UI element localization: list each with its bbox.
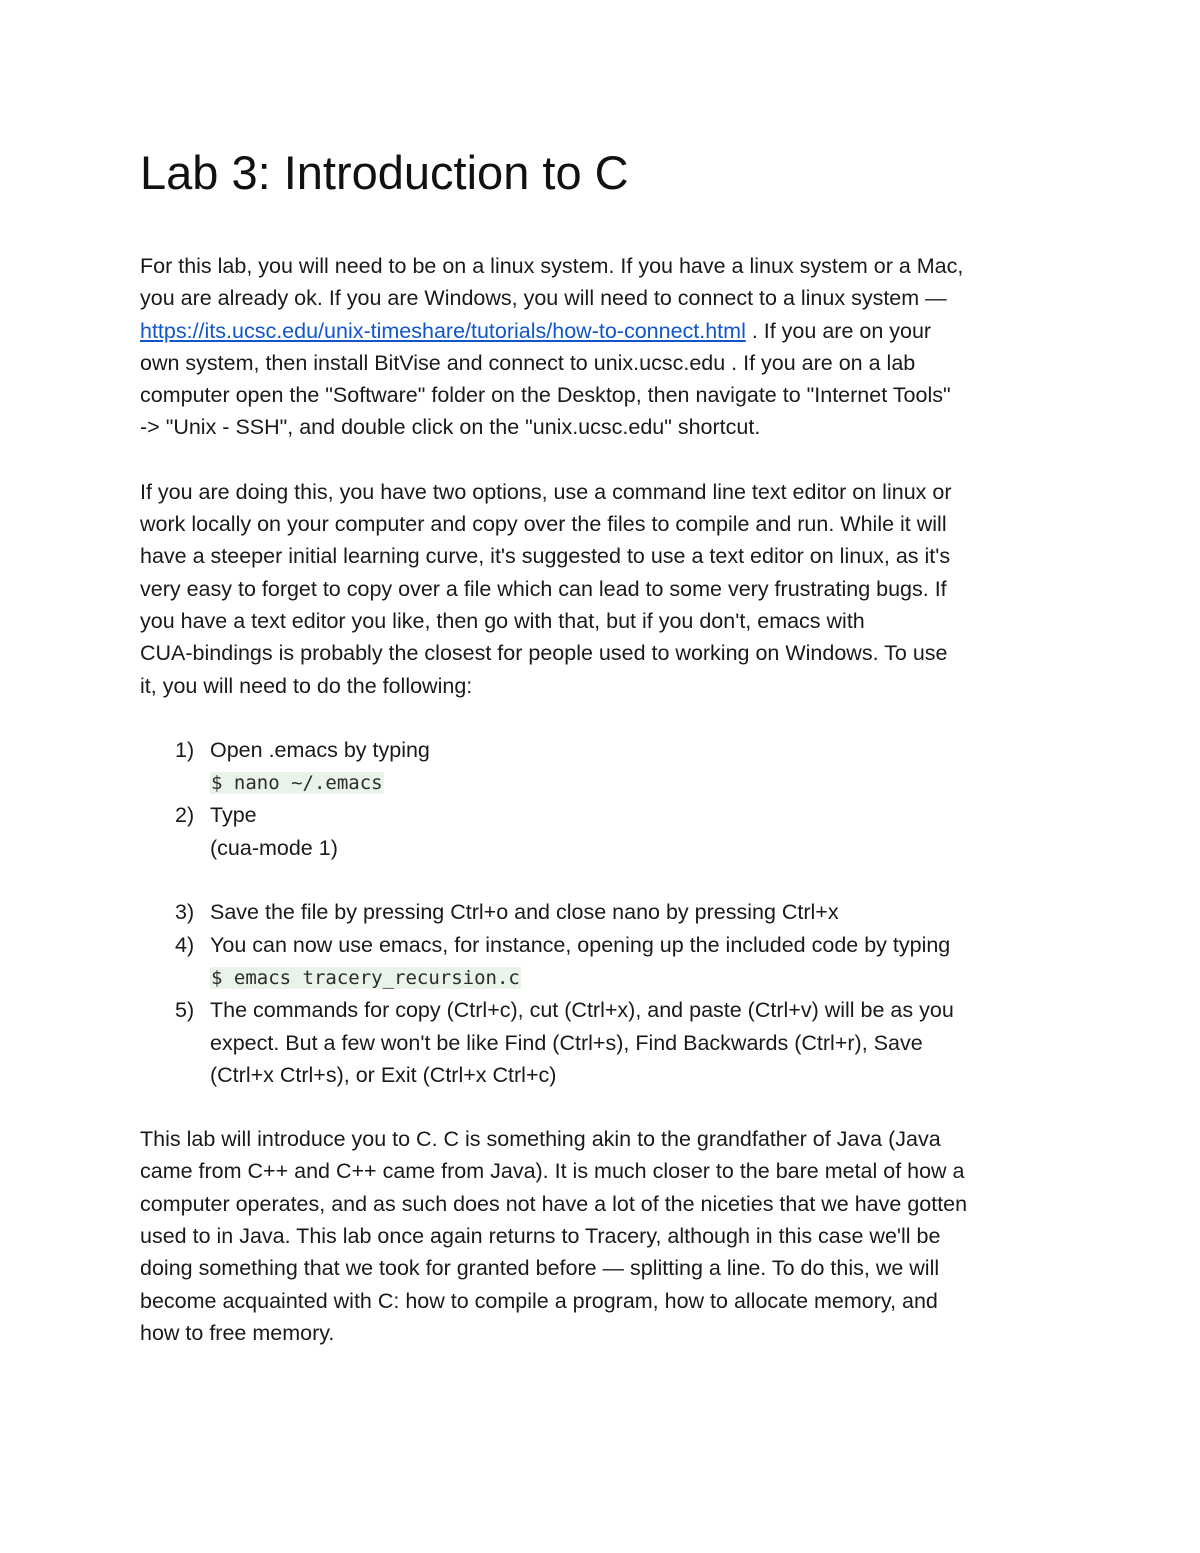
step-text: Open .emacs by typing	[210, 737, 430, 762]
intro-line: own system, then install BitVise and connect to unix.ucsc.edu . If you are on a lab	[140, 350, 916, 375]
step-text: expect. But a few won't be like Find (Ctrl+s), Find Backwards (Ctrl+r), Save	[210, 1030, 923, 1055]
closing-line: This lab will introduce you to C. C is something akin to the grandfather of Java (Java	[140, 1127, 941, 1152]
step-text: Type	[210, 803, 257, 828]
step-number: 2)	[175, 803, 195, 828]
closing-line: become acquainted with C: how to compile a program, how to allocate memory, and	[140, 1288, 938, 1313]
step-text: Save the file by pressing Ctrl+o and close nano by pressing Ctrl+x	[210, 900, 839, 925]
how-to-connect-link[interactable]: https://its.ucsc.edu/unix-timeshare/tutorials/how-to-connect.html	[140, 318, 746, 343]
list-item-step-5	[175, 994, 1050, 1091]
intro-line: -> "Unix - SSH", and double click on the "unix.ucsc.edu" shortcut.	[140, 415, 761, 440]
intro-paragraph	[140, 250, 1050, 444]
command-code: $ emacs tracery_recursion.c	[211, 966, 520, 989]
intro-line: For this lab, you will need to be on a linux system. If you have a linux system or a Mac,	[140, 254, 964, 278]
step-number: 1)	[175, 737, 195, 762]
editor-line: very easy to forget to copy over a file which can lead to some very frustrating bugs. If	[140, 576, 947, 601]
blank-line	[210, 864, 1050, 896]
step-number: 3)	[175, 900, 195, 925]
closing-paragraph	[140, 1123, 1050, 1349]
editor-line: it, you will need to do the following:	[140, 673, 473, 698]
intro-line: . If you are on your	[745, 318, 932, 343]
step-text: The commands for copy (Ctrl+c), cut (Ctrl+x), and paste (Ctrl+v) will be as you	[210, 998, 954, 1023]
command-code: $ nano ~/.emacs	[211, 772, 383, 795]
editor-line: If you are doing this, you have two options, use a command line text editor on linux or	[140, 479, 952, 504]
intro-line: you are already ok. If you are Windows, you will need to connect to a linux system —	[140, 286, 947, 311]
step-body	[210, 929, 1050, 995]
step-number: 4)	[175, 932, 195, 957]
list-item-step-2	[175, 799, 1050, 896]
step-body	[210, 734, 1050, 800]
list-item-step-1	[175, 734, 1050, 800]
editor-line: have a steeper initial learning curve, it's suggested to use a text editor on linux, as it's	[140, 544, 951, 569]
step-text: (Ctrl+x Ctrl+s), or Exit (Ctrl+x Ctrl+c)	[210, 1062, 557, 1087]
closing-line: came from C++ and C++ came from Java). It is much closer to the bare metal of how a	[140, 1159, 965, 1184]
closing-line: doing something that we took for granted before — splitting a line. To do this, we will	[140, 1256, 940, 1281]
list-item-step-3	[175, 896, 1050, 928]
setup-steps-list	[140, 734, 1050, 1091]
closing-line: computer operates, and as such does not have a lot of the niceties that we have gotten	[140, 1191, 968, 1216]
closing-line: how to free memory.	[140, 1320, 335, 1345]
step-body	[210, 799, 1050, 896]
closing-line: used to in Java. This lab once again returns to Tracery, although in this case we'll be	[140, 1224, 941, 1249]
step-text: You can now use emacs, for instance, opening up the included code by typing	[210, 932, 951, 957]
step-number: 5)	[175, 998, 195, 1023]
editor-line: you have a text editor you like, then go with that, but if you don't, emacs with	[140, 608, 865, 633]
intro-line: computer open the "Software" folder on the Desktop, then navigate to "Internet Tools"	[140, 383, 951, 408]
editor-line: CUA-bindings is probably the closest for people used to working on Windows. To use	[140, 641, 948, 666]
editor-line: work locally on your computer and copy over the files to compile and run. While it will	[140, 512, 947, 537]
step-body	[210, 896, 1050, 928]
page-title: Lab 3: Introduction to C	[140, 146, 629, 199]
config-snippet: (cua-mode 1)	[210, 835, 338, 860]
editor-paragraph	[140, 476, 1050, 702]
step-body	[210, 994, 1050, 1091]
list-item-step-4	[175, 929, 1050, 995]
